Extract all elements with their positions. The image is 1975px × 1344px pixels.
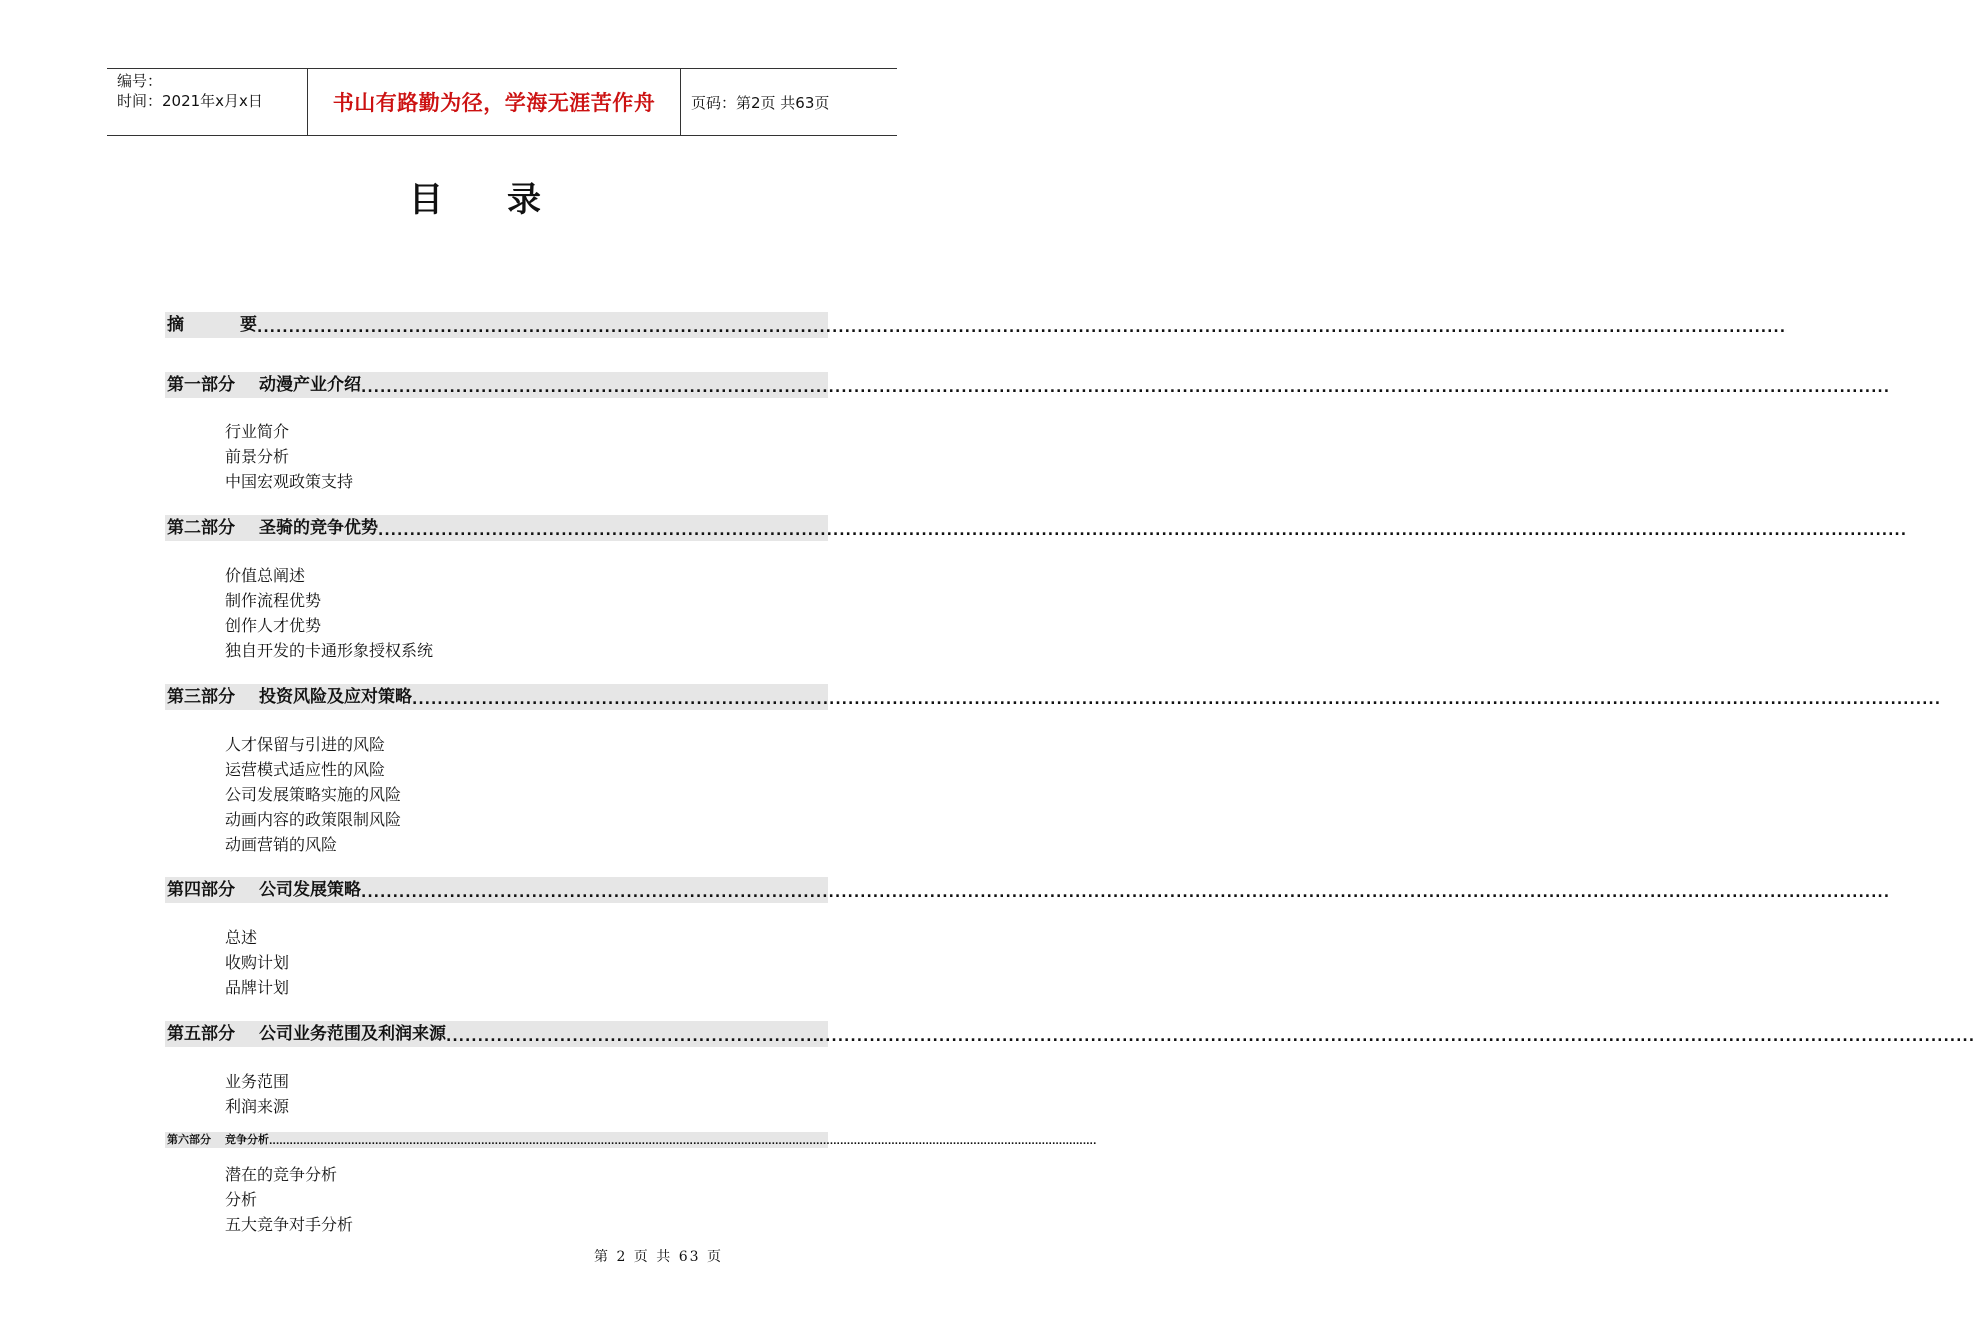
toc-part-title: 投资风险及应对策略 [259, 687, 412, 707]
toc-entry-abstract[interactable] [165, 312, 1787, 338]
toc-subitem[interactable]: 品牌计划 [225, 978, 290, 997]
header-page-code: 页码：第2页 共63页 [691, 93, 830, 112]
document-date: 时间：2021年x月x日 [117, 92, 263, 110]
toc-part-title: 圣骑的竞争优势 [259, 518, 378, 538]
toc-subitem[interactable]: 业务范围 [225, 1072, 290, 1091]
dot-leader: .................................................................................................................................................................................................................................................. [446, 1029, 1975, 1045]
toc-subitem[interactable]: 制作流程优势 [225, 591, 322, 610]
toc-subitem[interactable]: 运营模式适应性的风险 [225, 760, 386, 779]
dot-leader: .................................................................................................................................................................................................................................................. [361, 885, 1891, 901]
page-footer: 第 2 页 共 63 页 [594, 1249, 723, 1265]
toc-part-number: 第三部分 [167, 687, 235, 707]
dot-leader: .................................................................................................................................................................................................................................................. [257, 320, 1787, 336]
toc-part-number: 第四部分 [167, 880, 235, 900]
toc-subitem[interactable]: 行业简介 [225, 422, 290, 441]
page-header [107, 68, 897, 136]
toc-subitem[interactable]: 独自开发的卡通形象授权系统 [225, 641, 434, 660]
toc-entry-part-1[interactable] [165, 372, 1891, 398]
dot-leader: .................................................................................................................................................................................................................................................. [378, 523, 1908, 539]
toc-part-title: 公司业务范围及利润来源 [259, 1024, 446, 1044]
toc-part-title: 竞争分析 [225, 1133, 269, 1146]
dot-leader: .................................................................................................................................................................................................................................................. [412, 692, 1942, 708]
dot-leader: .................................................................................................................................................................................................................................................. [361, 380, 1891, 396]
toc-subitem[interactable]: 人才保留与引进的风险 [225, 735, 386, 754]
toc-part-number: 第二部分 [167, 518, 235, 538]
toc-entry-part-2[interactable] [165, 515, 1908, 541]
toc-part-number: 第六部分 [167, 1133, 211, 1146]
toc-entry-part-5[interactable] [165, 1021, 1975, 1047]
dot-leader: .................................................................................................................................................................................................................................................. [269, 1137, 1097, 1147]
toc-subitem[interactable]: 分析 [225, 1190, 258, 1209]
toc-subitem[interactable]: 动画营销的风险 [225, 835, 338, 854]
toc-part-title: 公司发展策略 [259, 880, 361, 900]
toc-label: 要 [240, 315, 257, 335]
toc-subitem[interactable]: 创作人才优势 [225, 616, 322, 635]
toc-subitem[interactable]: 价值总阐述 [225, 566, 306, 585]
toc-part-number: 第五部分 [167, 1024, 235, 1044]
toc-subitem[interactable]: 收购计划 [225, 953, 290, 972]
toc-subitem[interactable]: 动画内容的政策限制风险 [225, 810, 402, 829]
header-motto: 书山有路勤为径，学海无涯苦作舟 [308, 69, 681, 135]
toc-entry-part-6[interactable] [165, 1132, 1097, 1148]
toc-part-title: 动漫产业介绍 [259, 375, 361, 395]
toc-subitem[interactable]: 潜在的竞争分析 [225, 1165, 338, 1184]
toc-subitem[interactable]: 总述 [225, 928, 258, 947]
toc-subitem[interactable]: 前景分析 [225, 447, 290, 466]
header-meta [107, 69, 308, 135]
toc-subitem[interactable]: 五大竞争对手分析 [225, 1215, 354, 1234]
toc-subitem[interactable]: 中国宏观政策支持 [225, 472, 354, 491]
toc-part-number: 第一部分 [167, 375, 235, 395]
toc-subitem[interactable]: 公司发展策略实施的风险 [225, 785, 402, 804]
toc-subitem[interactable]: 利润来源 [225, 1097, 290, 1116]
toc-label: 摘 [167, 315, 184, 335]
document-number: 编号： [117, 72, 163, 90]
toc-entry-part-4[interactable] [165, 877, 1891, 903]
page-title: 目录 [409, 180, 605, 220]
toc-entry-part-3[interactable] [165, 684, 1942, 710]
